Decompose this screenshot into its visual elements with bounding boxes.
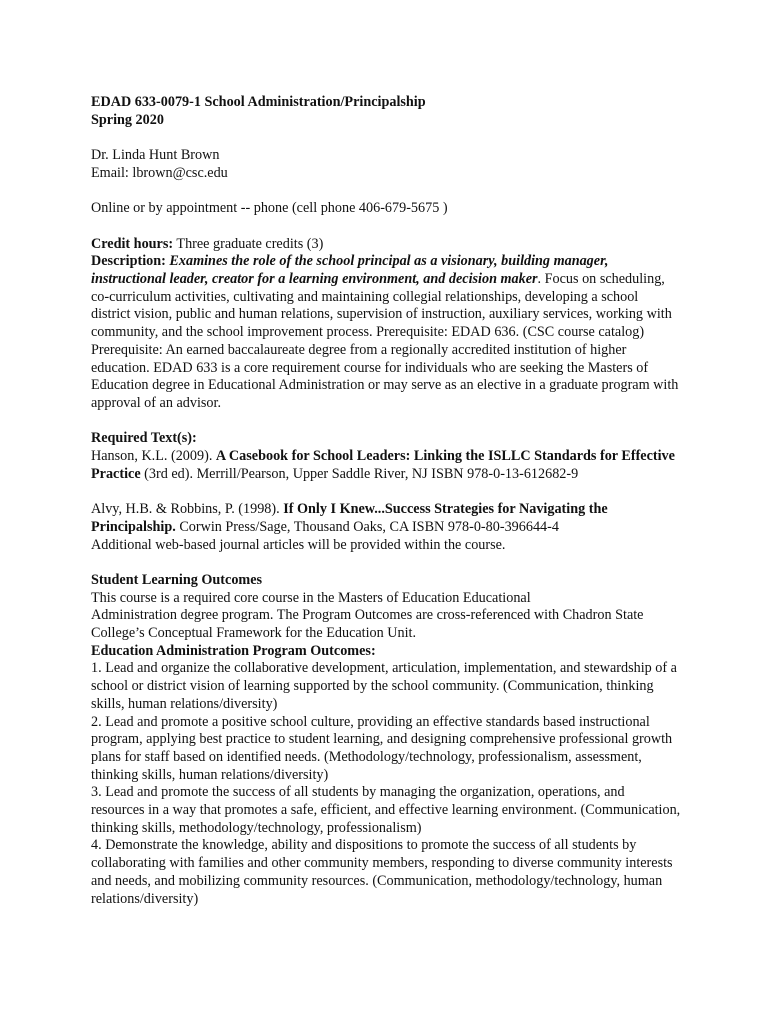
book2-title: If Only I Knew...Success Strategies for Navigating the Principalship. [91, 501, 608, 535]
book2-author: Alvy, H.B. & Robbins, P. (1998). [91, 501, 284, 518]
spacer [91, 413, 681, 431]
outcome-item-2: 2. Lead and promote a positive school culture, providing an effective standards based instructional program, applying best practice to student learning, and designing comprehensive professional growth plans for staff based on identified needs. (Methodology/technology, professionalism, assessment, thinking skills, human relations/diversity) [91, 713, 673, 783]
program-outcomes-heading: Education Administration Program Outcomes: [91, 642, 376, 659]
spacer [91, 218, 681, 236]
spacer [91, 554, 681, 572]
contact-line: Online or by appointment -- phone (cell phone 406-679-5675 ) [91, 200, 448, 217]
additional-articles: Additional web-based journal articles will be provided within the course. [91, 536, 506, 553]
required-texts-heading: Required Text(s): [91, 430, 197, 447]
instructor-email: Email: lbrown@csc.edu [91, 164, 228, 181]
book1-title: A Casebook for School Leaders: Linking the ISLLC Standards for Effective Practice [91, 448, 675, 482]
course-title: EDAD 633-0079-1 School Administration/Principalship [91, 94, 426, 110]
description-emphasis: Examines the role of the school principal as a visionary, building manager, instructional leader, creator for a learning environment, and decision maker [91, 253, 609, 287]
outcomes-heading: Student Learning Outcomes [91, 571, 263, 588]
spacer [91, 129, 681, 147]
description-body: . Focus on scheduling, co-curriculum activities, cultivating and maintaining collegial relationships, developing a school district vision, public and human relations, supervision of instruction, auxiliary services, working with community, and the school improvement process. Prerequisite: EDAD 636. (CSC course catalog) Prerequisite: An earned baccalaureate degree from a regionally accredited institution of higher education. EDAD 633 is a core requirement course for individuals who are seeking the Masters of Education degree in Educational Administration or may serve as an elective in a graduate program with approval of an advisor. [91, 270, 679, 411]
book-citation-1 [91, 448, 681, 483]
term: Spring 2020 [91, 111, 164, 128]
outcome-item-1: 1. Lead and organize the collaborative development, articulation, implementation, and stewardship of a school or district vision of learning supported by the school community. (Communication, thinking skills, human relations/diversity) [91, 660, 677, 712]
description [91, 253, 681, 412]
credit-hours [91, 236, 681, 254]
syllabus-body [91, 94, 681, 908]
outcomes-intro-line1: This course is a required core course in the Masters of Education Educational [91, 589, 531, 606]
outcomes-intro-line2: Administration degree program. The Program Outcomes are cross-referenced with Chadron State College’s Conceptual Framework for the Education Unit. [91, 607, 644, 641]
spacer [91, 483, 681, 501]
instructor-name: Dr. Linda Hunt Brown [91, 147, 220, 164]
description-label: Description: [91, 253, 166, 270]
outcome-item-3: 3. Lead and promote the success of all students by managing the organization, operations, and resources in a way that promotes a safe, efficient, and effective learning environment. (Communication, thinking skills, methodology/technology, professionalism) [91, 784, 681, 836]
spacer [91, 183, 681, 201]
book1-details: (3rd ed). Merrill/Pearson, Upper Saddle River, NJ ISBN 978-0-13-612682-9 [140, 465, 579, 482]
book2-details: Corwin Press/Sage, Thousand Oaks, CA ISBN 978-0-80-396644-4 [175, 518, 559, 535]
outcome-item-4: 4. Demonstrate the knowledge, ability and dispositions to promote the success of all students by collaborating with families and other community members, responding to diverse community interests and needs, and mobilizing community resources. (Communication, methodology/technology, human relations/diversity) [91, 837, 673, 907]
book-citation-2 [91, 501, 681, 536]
credit-value: Three graduate credits (3) [173, 235, 324, 252]
book1-author: Hanson, K.L. (2009). [91, 448, 216, 464]
credit-label: Credit hours: [91, 235, 174, 252]
